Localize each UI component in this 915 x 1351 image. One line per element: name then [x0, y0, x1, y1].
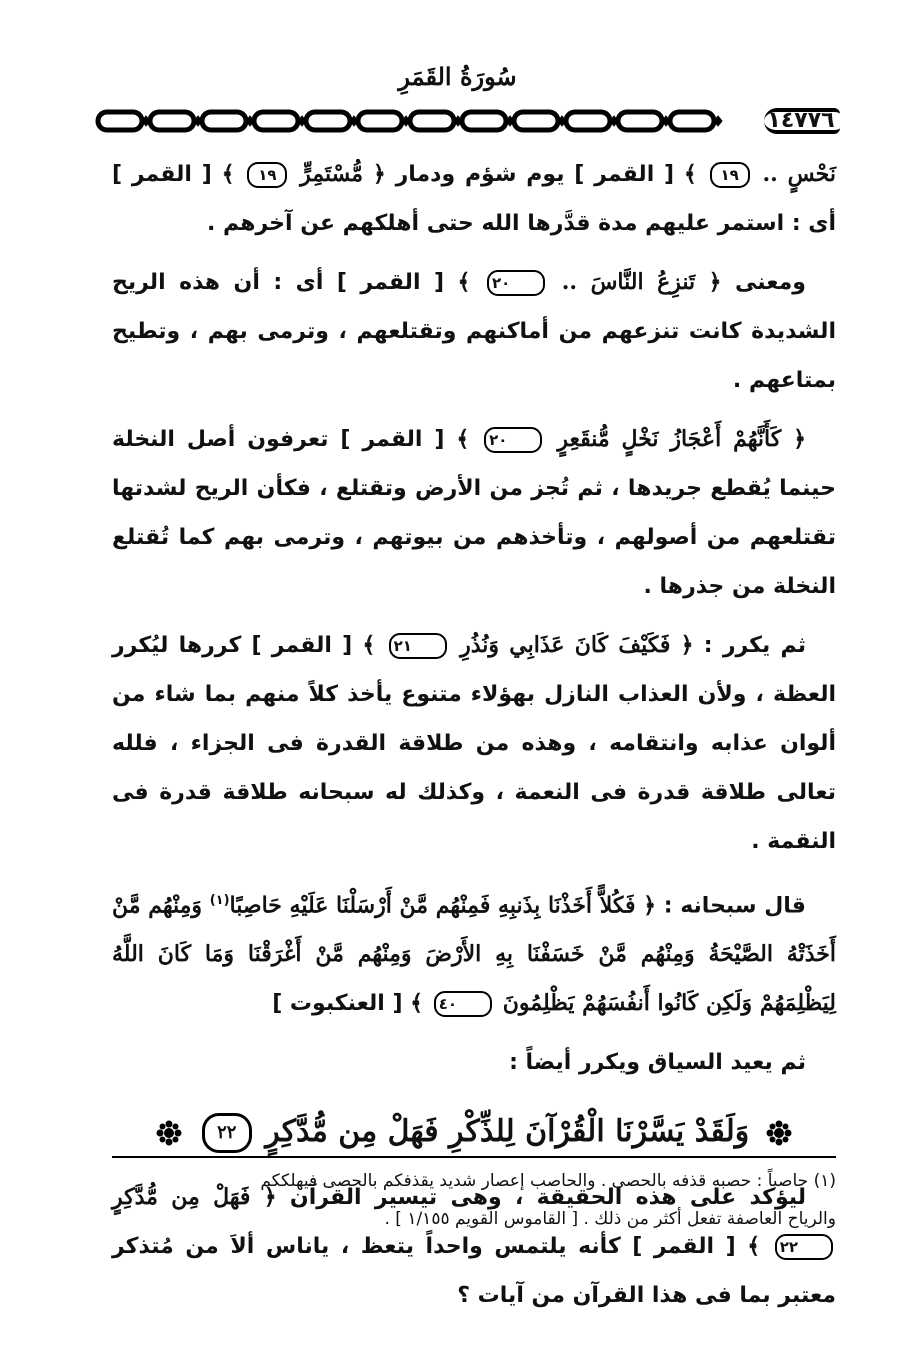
commentary-text: ليؤكد على هذه الحقيقة ، وهى تيسير القرآن ﴿	[263, 1185, 806, 1211]
quran-phrase: نَحْسٍ ..	[762, 161, 836, 187]
surah-title: سُورَةُ القَمَرِ	[398, 62, 517, 91]
quran-phrase: كَأَنَّهُمْ أَعْجَازُ نَخْلٍ مُّنقَعِرٍ	[557, 426, 782, 452]
commentary-text: ﴾ [ القمر ] تعرفون أصل النخلة حينما يُقطع جريدها ، ثم تُجز من الأرض وتقتلع ، فكأن الريح لشدتها تقتلعهم من أصولهم ، وتأخذهم من بيوتهم ، وترمى بهم كما تُقتلع النخلة من جذرها .	[112, 427, 836, 599]
commentary-text: ﴿	[793, 427, 806, 452]
commentary-text: ﴾ [ القمر ] يوم شؤم ودمار ﴿	[372, 162, 697, 187]
quran-phrase: مُّسْتَمِرٍّ	[300, 161, 364, 187]
footnote-divider	[112, 1156, 836, 1158]
page-number: ١٤٧٧٦	[767, 108, 835, 133]
main-text	[112, 150, 836, 1330]
verse-number-badge: ٢٢	[775, 1234, 833, 1260]
quran-phrase: فَكَيْفَ كَانَ عَذَابِي وَنُذُرِ	[460, 632, 671, 658]
highlighted-verse-text: وَلَقَدْ يَسَّرْنَا الْقُرْآنَ لِلذِّكْرِ فَهَلْ مِن مُّدَّكِرٍ	[265, 1114, 750, 1150]
verse-number-badge: ٢١	[389, 633, 447, 659]
commentary-text: ﴾ [ القمر ] كررها ليُكرر العظة ، ولأن العذاب النازل بهؤلاء متنوع يأخذ كلاً منهم بما شاء من ألوان عذابه وانتقامه ، وهذه من طلاقة القدرة فى الجزاء ، فلله تعالى طلاقة قدرة فى النعمة ، وكذلك له سبحانه طلاقة قدرة فى النقمة .	[112, 633, 836, 854]
quran-phrase: تَنزِعُ النَّاسَ ..	[561, 269, 696, 295]
paragraph-4	[112, 621, 836, 866]
commentary-text: ثم يكرر : ﴿	[680, 633, 806, 658]
footnote-line-2: والرياح العاصفة تفعل أكثر من ذلك . [ القاموس القويم ١/١٥٥ ] .	[384, 1209, 836, 1229]
quran-phrase: فَهَلْ مِن مُّدَّكِرٍ	[112, 1184, 251, 1211]
quran-phrase: وَمِنْهُم مَّنْ أَخَذَتْهُ الصَّيْحَةُ وَمِنْهُم مَّنْ خَسَفْنَا بِهِ الأَرْضَ وَمِنْهُم مَّنْ أَغْرَقْنَا وَمَا كَانَ اللَّهُ لِيَظْلِمَهُمْ وَلَكِن كَانُوا أَنفُسَهُمْ يَظْلِمُونَ	[112, 892, 836, 1017]
commentary-text: ﴾ [ القمر ] أى : استمر عليهم مدة قدَّرها الله حتى أهلكهم عن آخرهم .	[112, 162, 836, 236]
verse-number-badge: ١٩	[710, 162, 750, 188]
paragraph-2	[112, 258, 836, 405]
commentary-text: قال سبحانه : ﴿	[643, 893, 806, 919]
quran-phrase: فَكُلاًّ أَخَذْنَا بِذَنبِهِ فَمِنْهُم مَّنْ أَرْسَلْنَا عَلَيْهِ حَاصِبًا	[229, 892, 636, 919]
verse-number-badge: ٢٢	[202, 1113, 252, 1153]
paragraph-6: ثم يعيد السياق ويكرر أيضاً :	[509, 1050, 806, 1076]
paragraph-5	[112, 876, 836, 1028]
footnote-line-1: (١) حاصباً : حصبه قذفه بالحصى . والحاصب إعصار شديد يقذفكم بالحصى فيهلككم	[260, 1171, 836, 1191]
verse-number-badge: ١٩	[247, 162, 287, 188]
header-ornament-border	[94, 104, 766, 138]
surah-reference: ﴾ [ العنكبوت ]	[272, 991, 424, 1017]
paragraph-1	[112, 150, 836, 248]
paragraph-3	[112, 415, 836, 611]
commentary-text: ومعنى ﴿	[708, 270, 806, 295]
commentary-text: ﴾ [ القمر ] كأنه يلتمس واحداً يتعظ ، ياناس ألاَ من مُتذكر معتبر بما فى هذا القرآن من آيات ؟	[112, 1234, 836, 1309]
footnote	[112, 1162, 836, 1238]
commentary-text: ﴾ [ القمر ] أى : أن هذه الريح الشديدة كانت تنزعهم من أماكنهم وتقتلعهم ، وترمى بهم ، وتطيح بمتاعهم .	[112, 270, 836, 393]
rosette-ornament-icon	[766, 1120, 792, 1146]
rosette-ornament-icon	[156, 1120, 182, 1146]
verse-number-badge: ٢٠	[484, 427, 542, 453]
verse-number-badge: ٤٠	[434, 991, 492, 1017]
verse-number-badge: ٢٠	[487, 270, 545, 296]
footnote-marker: (١)	[209, 893, 230, 908]
